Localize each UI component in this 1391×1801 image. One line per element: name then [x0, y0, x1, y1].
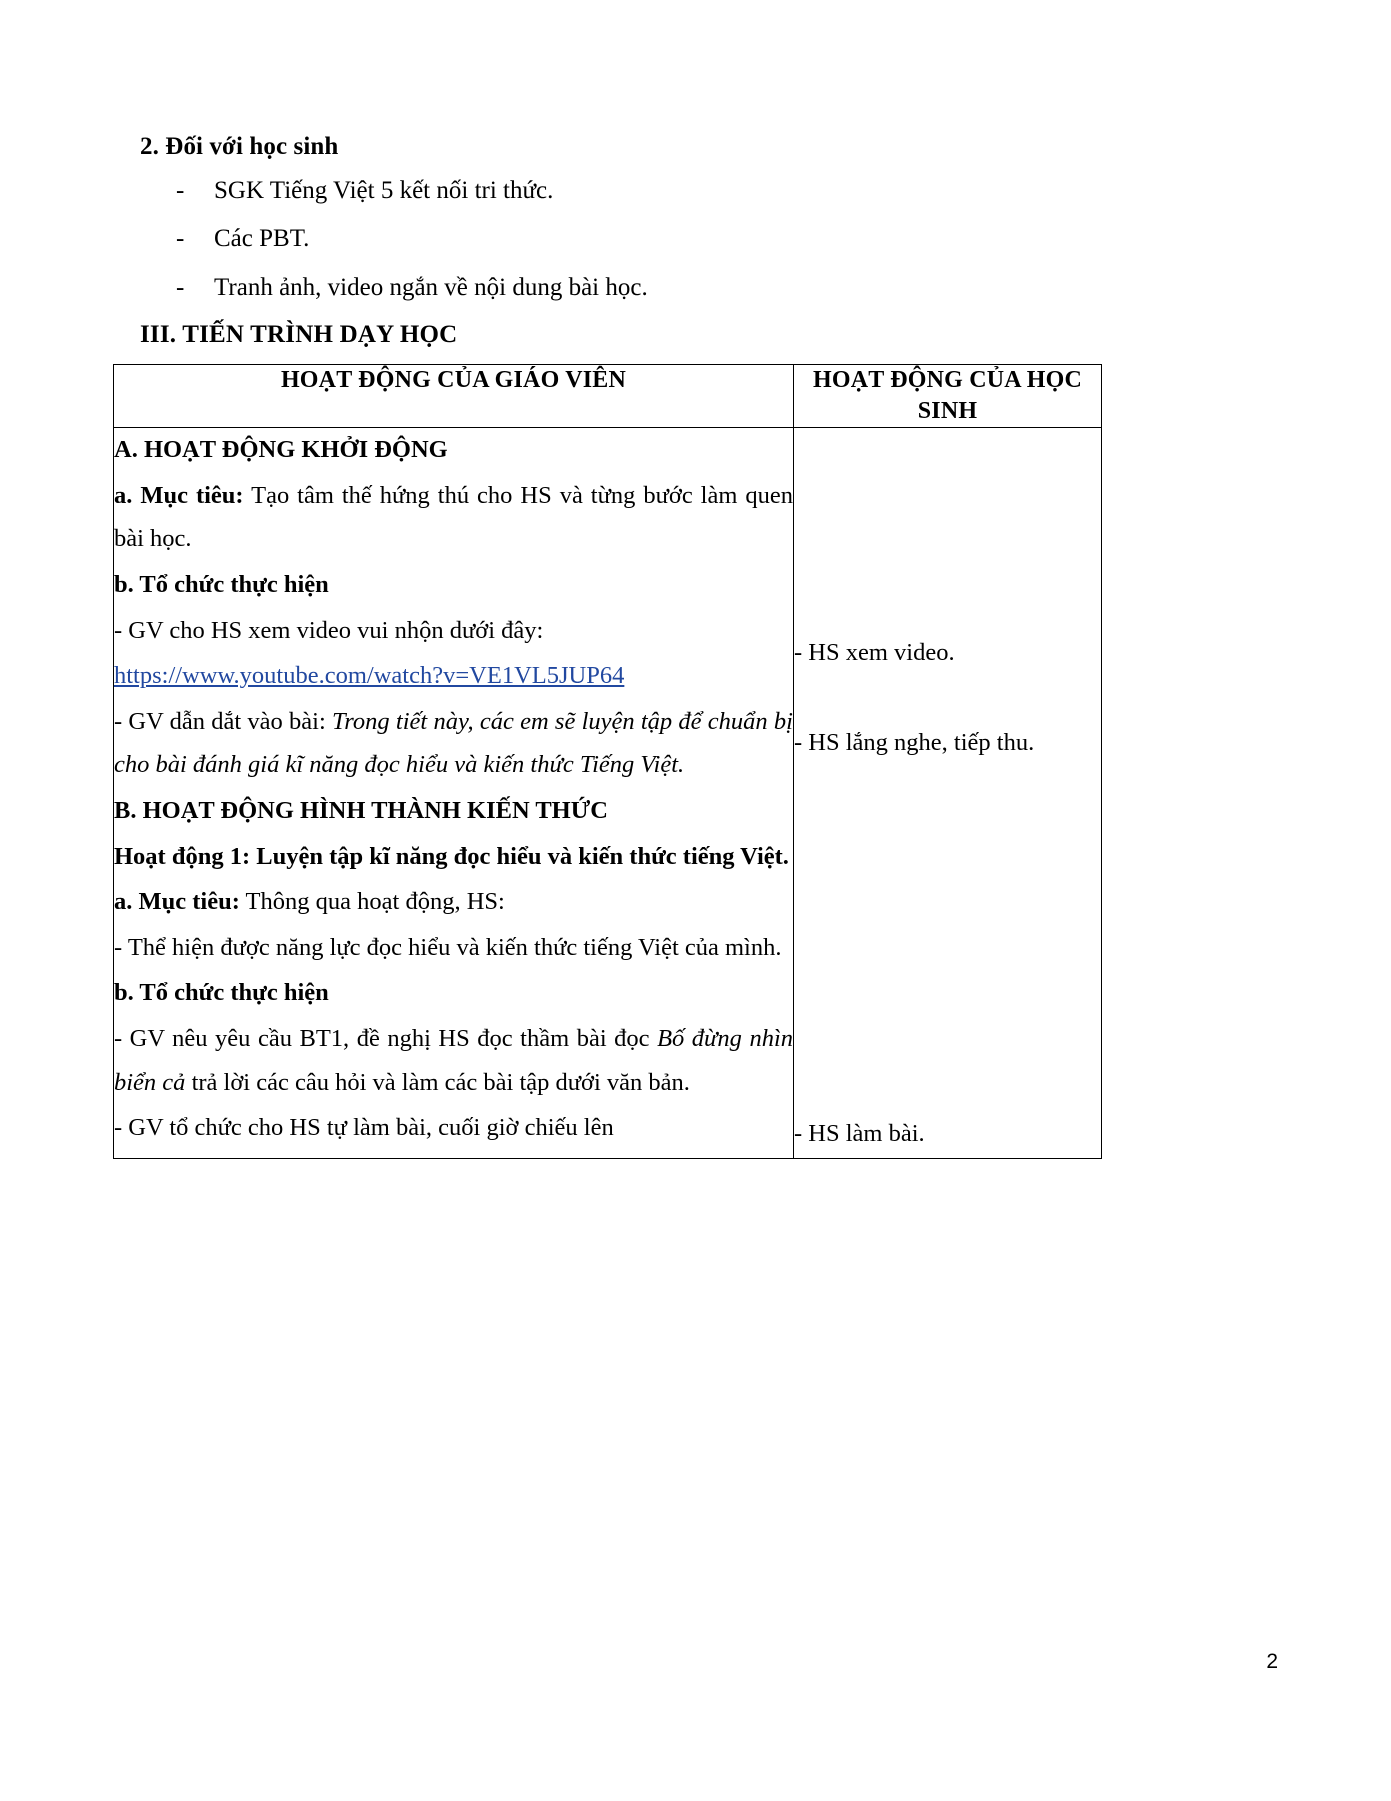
bullet-dash-icon: -: [176, 225, 185, 253]
teacher-activities-cell: [114, 428, 794, 1159]
competency-line: - Thể hiện được năng lực đọc hiểu và kiến thức tiếng Việt của mình.: [114, 933, 782, 961]
list-item-label: Tranh ảnh, video ngắn về nội dung bài học.: [214, 273, 648, 301]
lead-in-prefix: - GV dẫn dắt vào bài:: [114, 707, 333, 735]
student-watch-video: - HS xem video.: [794, 639, 955, 667]
spacer-before-listen-response: [794, 677, 1101, 721]
gv-organize-line: - GV tổ chức cho HS tự làm bài, cuối giờ chiếu lên: [114, 1114, 614, 1142]
activity-a-title: A. HOẠT ĐỘNG KHỞI ĐỘNG: [114, 436, 448, 464]
table-header-row: [114, 364, 1102, 427]
column-header-student: HOẠT ĐỘNG CỦA HỌC SINH: [794, 364, 1102, 427]
list-item: [113, 171, 1103, 212]
student-do-work: - HS làm bài.: [794, 1120, 925, 1148]
list-item: [113, 268, 1103, 309]
activity-a-implementation-label: b. Tổ chức thực hiện: [114, 570, 329, 598]
objective-text: Tạo tâm thế hứng thú cho HS và từng bước làm quen bài học.: [114, 481, 794, 553]
bullet-dash-icon: -: [176, 273, 185, 301]
gv-video-instruction: - GV cho HS xem video vui nhộn dưới đây:: [114, 616, 544, 644]
activity-b-title: B. HOẠT ĐỘNG HÌNH THÀNH KIẾN THỨC: [114, 797, 608, 824]
page-number: 2: [1266, 1650, 1278, 1673]
list-item-label: SGK Tiếng Việt 5 kết nối tri thức.: [214, 176, 554, 204]
lesson-plan-table: [113, 364, 1102, 1159]
bt1-prefix: - GV nêu yêu cầu BT1, đề nghị HS đọc thầm bài đọc: [114, 1025, 658, 1053]
objective-text: Thông qua hoạt động, HS:: [239, 888, 505, 916]
spacer-before-dowork-response: [794, 766, 1101, 1112]
student-activities-cell: [794, 428, 1102, 1159]
materials-list: [113, 171, 1103, 309]
bt1-reading-title: Bố đừng nhìn biển cả: [114, 1025, 794, 1096]
activity-b-objective: [114, 880, 793, 924]
objective-label: a. Mục tiêu:: [114, 888, 240, 916]
lead-in-italic-text: Trong tiết này, các em sẽ luyện tập để chuẩn bị cho bài đánh giá kĩ năng đọc hiểu và kiến thức Tiếng Việt.: [114, 707, 793, 779]
bt1-instruction: [114, 1017, 793, 1104]
section-heading-2: 2. Đối với học sinh: [140, 133, 339, 160]
activity-a-objective: [114, 474, 793, 561]
spacer-before-video-response: [794, 428, 1101, 631]
list-item: [113, 219, 1103, 260]
youtube-video-link[interactable]: https://www.youtube.com/watch?v=VE1VL5JUP64: [114, 662, 625, 690]
hoat-dong-1-title: Hoạt động 1: Luyện tập kĩ năng đọc hiểu và kiến thức tiếng Việt.: [114, 842, 789, 870]
student-listen-absorb: - HS lắng nghe, tiếp thu.: [794, 728, 1035, 756]
activity-b-implementation-label: b. Tổ chức thực hiện: [114, 979, 329, 1007]
video-link-paragraph: [114, 654, 793, 698]
gv-lead-in: [114, 700, 793, 787]
bullet-dash-icon: -: [176, 176, 185, 204]
column-header-teacher: HOẠT ĐỘNG CỦA GIÁO VIÊN: [114, 364, 794, 427]
table-row: [114, 428, 1102, 1159]
bt1-suffix: trả lời các câu hỏi và làm các bài tập dưới văn bản.: [185, 1068, 690, 1096]
page-content: [113, 128, 1103, 1159]
section-heading-iii: III. TIẾN TRÌNH DẠY HỌC: [140, 321, 458, 349]
list-item-label: Các PBT.: [214, 225, 310, 253]
objective-label: a. Mục tiêu:: [114, 481, 244, 509]
